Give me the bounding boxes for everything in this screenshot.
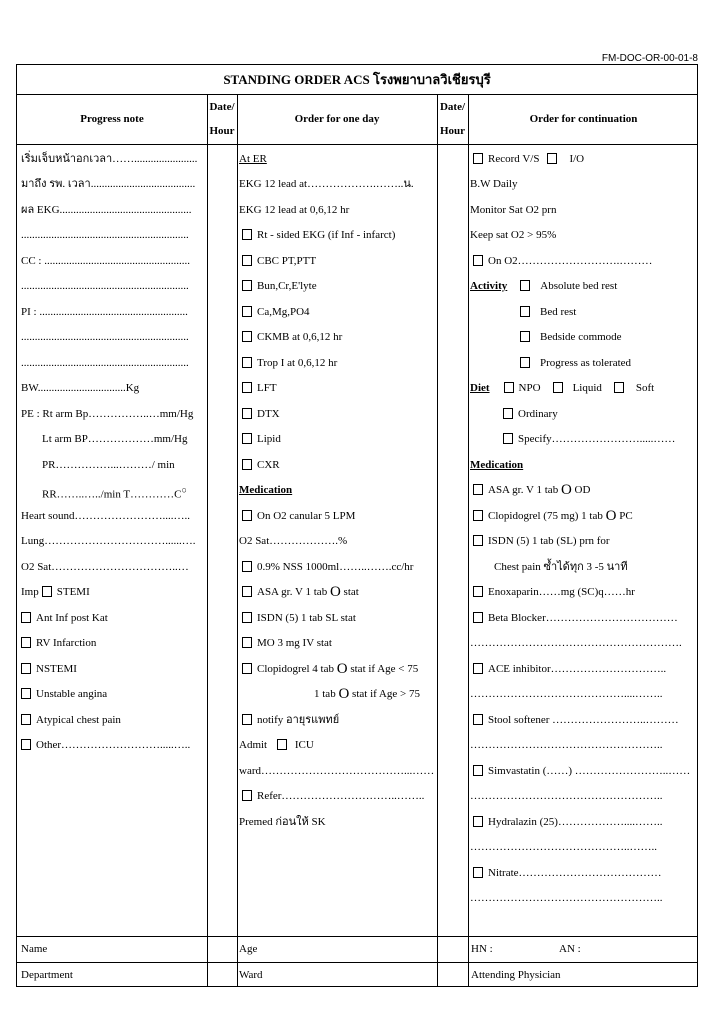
divider [17, 94, 697, 95]
checkbox[interactable] [242, 280, 252, 291]
nstemi-option[interactable] [21, 662, 77, 676]
io-checkbox[interactable] [547, 153, 557, 164]
checkbox[interactable] [21, 688, 31, 699]
ward-field[interactable]: ward…………………………………...…… [239, 765, 435, 777]
other-label: Other……………………….....….. [36, 739, 191, 751]
progress-tolerated-option[interactable] [520, 356, 631, 370]
option-label: Bed rest [540, 306, 577, 318]
admit-label: Admit [239, 739, 268, 751]
record-vs-option[interactable] [473, 152, 584, 166]
circle-o-icon: O [560, 482, 572, 498]
option-label: Hydralazin (25)………………....…….. [488, 816, 663, 828]
on-o2-option[interactable] [242, 509, 355, 523]
arrival-time-field[interactable]: มาถึง รพ. เวลา...................................... [21, 178, 196, 190]
simvastatin-option[interactable] [473, 764, 690, 778]
divider [17, 936, 697, 937]
column-divider [468, 94, 469, 986]
bedside-commode-option[interactable] [520, 330, 622, 344]
cc-field[interactable]: CC : ..................................................... [21, 255, 190, 267]
circle-o-icon: O [329, 584, 341, 600]
option-label: PC [619, 510, 633, 522]
trop-i-option[interactable] [242, 356, 337, 370]
checkbox[interactable] [242, 637, 252, 648]
divider [17, 962, 697, 963]
asa-stat-option[interactable] [242, 585, 359, 599]
checkbox[interactable] [21, 739, 31, 750]
imp-stemi-option[interactable] [21, 585, 90, 599]
nitrate-option[interactable] [473, 866, 662, 880]
option-label: NPO [518, 382, 541, 394]
option-label: stat if Age < 75 [350, 663, 419, 675]
option-label: 1 tab [314, 688, 336, 700]
body-weight-field[interactable]: BW................................Kg [21, 382, 140, 394]
checkbox[interactable] [473, 586, 483, 597]
option-label: ISDN (5) 1 tab (SL) prn for [488, 535, 610, 547]
degree-circle-icon: ○ [181, 485, 187, 495]
footer-name: Name [21, 943, 48, 955]
footer-ward: Ward [239, 969, 263, 981]
hydralazin-option[interactable] [473, 815, 662, 829]
option-label: OD [574, 484, 591, 496]
dtx-option[interactable] [242, 407, 280, 421]
checkbox[interactable] [520, 331, 530, 342]
checkbox[interactable] [473, 484, 483, 495]
option-label: Soft [635, 382, 655, 394]
checkbox[interactable] [473, 510, 483, 521]
atypical-chest-pain-option[interactable] [21, 713, 121, 727]
pulse-rate-field[interactable]: PR……………...………/ min [42, 459, 175, 471]
checkbox[interactable] [473, 255, 483, 266]
column-divider [207, 94, 208, 986]
blank-line[interactable]: …………………………………………….. [470, 739, 663, 751]
rt-arm-bp-field[interactable]: PE : Rt arm Bp……………..…mm/Hg [21, 408, 194, 420]
cbc-option[interactable] [242, 254, 316, 268]
option-label: CBC PT,PTT [257, 255, 317, 267]
activity-row[interactable] [470, 279, 617, 293]
enoxaparin-option[interactable] [473, 585, 635, 599]
option-label: LFT [257, 382, 277, 394]
premed-note: Premed ก่อนให้ SK [239, 816, 326, 828]
option-label: Beta Blocker……………………………… [488, 612, 678, 624]
isdn-prn-option[interactable] [473, 534, 610, 548]
column-divider [237, 94, 238, 986]
option-label: 0.9% NSS 1000ml……..…….cc/hr [257, 561, 414, 573]
option-label: Clopidogrel 4 tab [257, 663, 334, 675]
bun-cr-option[interactable] [242, 279, 317, 293]
ace-inhibitor-option[interactable] [473, 662, 666, 676]
beta-blocker-option[interactable] [473, 611, 678, 625]
ckmb-option[interactable] [242, 330, 342, 344]
checkbox[interactable] [503, 408, 513, 419]
resp-temp-label: RR……..…../min T…………C [42, 488, 182, 501]
option-label: notify อายุรแพทย์ [257, 714, 340, 726]
header-order-one-day: Order for one day [294, 113, 380, 125]
checkbox[interactable] [242, 306, 252, 317]
option-label: Progress as tolerated [540, 357, 632, 369]
diet-row[interactable] [470, 381, 654, 395]
medication-heading: Medication [239, 484, 293, 496]
o2-sat-field[interactable]: O2 Sat……………………………..… [21, 561, 189, 573]
checkbox[interactable] [520, 306, 530, 317]
checkbox[interactable] [242, 357, 252, 368]
npo-checkbox[interactable] [504, 382, 514, 393]
blank-line[interactable]: ............................................................. [21, 357, 189, 369]
option-label: ACE inhibitor………………………….. [488, 663, 667, 675]
option-label: Rt - sided EKG (if Inf - infarct) [257, 229, 396, 241]
option-label: On O2 canular 5 LPM [257, 510, 356, 522]
option-label: stat [343, 586, 359, 598]
pi-field[interactable]: PI : ...................................................... [21, 306, 188, 318]
mo-option[interactable] [242, 636, 332, 650]
imp-label: Imp [21, 586, 39, 598]
ekg-12-lead-schedule: EKG 12 lead at 0,6,12 hr [239, 204, 350, 216]
checkbox[interactable] [242, 586, 252, 597]
activity-heading: Activity [470, 280, 508, 292]
chest-pain-repeat-note: Chest pain ซ้ำได้ทุก 3 -5 นาที [494, 561, 628, 573]
specify-option[interactable] [503, 432, 675, 446]
clopidogrel-4-option[interactable] [242, 662, 418, 676]
rv-infarction-option[interactable] [21, 636, 96, 650]
lipid-option[interactable] [242, 432, 281, 446]
header-date: Date/ [439, 101, 466, 113]
header-hour: Hour [439, 125, 466, 137]
liquid-checkbox[interactable] [553, 382, 563, 393]
form-code: FM-DOC-OR-00-01-8 [601, 53, 698, 64]
blank-line[interactable]: ............................................................. [21, 229, 189, 241]
admit-icu-option[interactable] [239, 738, 314, 752]
infarct-location-label: Ant Inf post Kat [36, 612, 108, 624]
checkbox[interactable] [242, 229, 252, 240]
footer-hn: HN : [471, 943, 493, 955]
checkbox[interactable] [473, 714, 483, 725]
footer-department: Department [21, 969, 73, 981]
diet-heading: Diet [470, 382, 490, 394]
unstable-angina-label: Unstable angina [36, 688, 108, 700]
checkbox[interactable] [473, 153, 483, 164]
checkbox[interactable] [473, 765, 483, 776]
blank-line[interactable]: …………………………………………….. [470, 790, 663, 802]
notify-option[interactable] [242, 713, 339, 727]
on-o2-cont-option[interactable] [473, 254, 652, 268]
isdn-stat-option[interactable] [242, 611, 356, 625]
checkbox[interactable] [242, 612, 252, 623]
keep-sat: Keep sat O2 > 95% [470, 229, 557, 241]
option-label: DTX [257, 408, 280, 420]
checkbox[interactable] [21, 714, 31, 725]
option-label: MO 3 mg IV stat [257, 637, 332, 649]
checkbox[interactable] [473, 535, 483, 546]
checkbox[interactable] [242, 714, 252, 725]
option-label: Liquid [572, 382, 602, 394]
checkbox[interactable] [242, 459, 252, 470]
header-hour: Hour [209, 125, 235, 137]
blank-line[interactable]: ……………………………………....…….. [470, 688, 663, 700]
option-label: ASA gr. V 1 tab [257, 586, 328, 598]
cxr-option[interactable] [242, 458, 280, 472]
rt-sided-ekg-option[interactable] [242, 228, 395, 242]
atypical-chest-pain-label: Atypical chest pain [36, 714, 121, 726]
stool-softener-option[interactable] [473, 713, 679, 727]
icu-label: ICU [294, 739, 314, 751]
nstemi-label: NSTEMI [36, 663, 77, 675]
circle-o-icon: O [338, 686, 350, 702]
stemi-label: STEMI [56, 586, 90, 598]
checkbox[interactable] [473, 612, 483, 623]
checkbox[interactable] [21, 612, 31, 623]
infarct-location-option[interactable] [21, 611, 108, 625]
option-label: Refer…………………………..…….. [257, 790, 425, 802]
at-er-heading: At ER [239, 153, 267, 165]
nss-option[interactable] [242, 560, 413, 574]
form-title: STANDING ORDER ACS โรงพยาบาลวิเชียรบุรี [223, 72, 491, 87]
checkbox[interactable] [242, 433, 252, 444]
checkbox[interactable] [473, 816, 483, 827]
monitor-sat: Monitor Sat O2 prn [470, 204, 557, 216]
checkbox[interactable] [242, 408, 252, 419]
option-label: Record V/S [488, 153, 540, 165]
checkbox[interactable] [21, 637, 31, 648]
blank-line[interactable]: ............................................................. [21, 280, 189, 292]
option-label: ISDN (5) 1 tab SL stat [257, 612, 356, 624]
rv-infarction-label: RV Infarction [36, 637, 97, 649]
option-label: CXR [257, 459, 280, 471]
blank-line[interactable]: ............................................................. [21, 331, 189, 343]
option-label: Clopidogrel (75 mg) 1 tab [488, 510, 603, 522]
option-label: Absolute bed rest [540, 280, 618, 292]
checkbox[interactable] [242, 561, 252, 572]
chest-pain-onset-field[interactable]: เริ่มเจ็บหน้าอกเวลา……....................... [21, 153, 198, 165]
ekg-12-lead-time-field[interactable]: EKG 12 lead at……………….……..น. [239, 178, 414, 190]
bw-daily: B.W Daily [470, 178, 518, 190]
blank-line[interactable]: ……………………………………..…….. [470, 841, 657, 853]
ekg-result-field[interactable]: ผล EKG................................................ [21, 204, 192, 216]
option-label: Simvastatin (……) ……………………..…… [488, 765, 691, 777]
blank-line[interactable]: …………………………………………………. [470, 637, 682, 649]
checkbox[interactable] [242, 382, 252, 393]
option-label: Trop I at 0,6,12 hr [257, 357, 338, 369]
option-label: Nitrate………………………………… [488, 867, 662, 879]
checkbox[interactable] [242, 663, 252, 674]
checkbox[interactable] [242, 510, 252, 521]
lt-arm-bp-field[interactable]: Lt arm BP………………mm/Hg [42, 433, 188, 445]
option-label: Bedside commode [540, 331, 622, 343]
option-label: Stool softener ……………………..……… [488, 714, 679, 726]
lung-field[interactable]: Lung……………………………......…. [21, 535, 196, 547]
checkbox[interactable] [520, 357, 530, 368]
clopidogrel-1-option [314, 687, 420, 701]
option-label: Lipid [257, 433, 281, 445]
ca-mg-option[interactable] [242, 305, 310, 319]
option-label: stat if Age > 75 [352, 688, 420, 700]
icu-checkbox[interactable] [277, 739, 287, 750]
resp-temp-field[interactable] [42, 483, 187, 502]
footer-attending-physician: Attending Physician [471, 969, 561, 981]
header-date: Date/ [209, 101, 235, 113]
checkbox[interactable] [242, 255, 252, 266]
medication-cont-heading: Medication [470, 459, 524, 471]
footer-an: AN : [559, 943, 581, 955]
checkbox[interactable] [242, 790, 252, 801]
option-label: On O2……………………….……… [488, 255, 653, 267]
other-option[interactable] [21, 738, 190, 752]
checkbox[interactable] [21, 663, 31, 674]
blank-line[interactable]: …………………………………………….. [470, 892, 663, 904]
checkbox[interactable] [473, 663, 483, 674]
unstable-angina-option[interactable] [21, 687, 107, 701]
ordinary-option[interactable] [503, 407, 558, 421]
clopidogrel-pc-option[interactable] [473, 509, 633, 523]
header-progress-note: Progress note [80, 113, 144, 125]
refer-option[interactable] [242, 789, 424, 803]
option-label: Bun,Cr,E'lyte [257, 280, 317, 292]
lft-option[interactable] [242, 381, 277, 395]
option-label: I/O [569, 153, 585, 165]
option-label: CKMB at 0,6,12 hr [257, 331, 343, 343]
checkbox[interactable] [473, 867, 483, 878]
option-label: ASA gr. V 1 tab [488, 484, 559, 496]
circle-o-icon: O [336, 661, 348, 677]
checkbox[interactable] [242, 331, 252, 342]
absolute-bed-rest-checkbox[interactable] [520, 280, 530, 291]
heart-sound-field[interactable]: Heart sound……………………....….. [21, 510, 190, 522]
divider [17, 144, 697, 145]
circle-o-icon: O [605, 508, 617, 524]
option-label: Enoxaparin……mg (SC)q……hr [488, 586, 635, 598]
footer-age: Age [239, 943, 258, 955]
o2-sat-order-field[interactable]: O2 Sat……………….% [239, 535, 348, 547]
header-order-continuation: Order for continuation [529, 113, 638, 125]
option-label: Ordinary [518, 408, 558, 420]
checkbox[interactable] [503, 433, 513, 444]
asa-od-option[interactable] [473, 483, 590, 497]
option-label: Ca,Mg,PO4 [257, 306, 310, 318]
stemi-checkbox[interactable] [42, 586, 52, 597]
option-label: Specify…………………….....…… [518, 433, 676, 445]
bed-rest-option[interactable] [520, 305, 576, 319]
column-divider [437, 94, 438, 986]
soft-checkbox[interactable] [614, 382, 624, 393]
